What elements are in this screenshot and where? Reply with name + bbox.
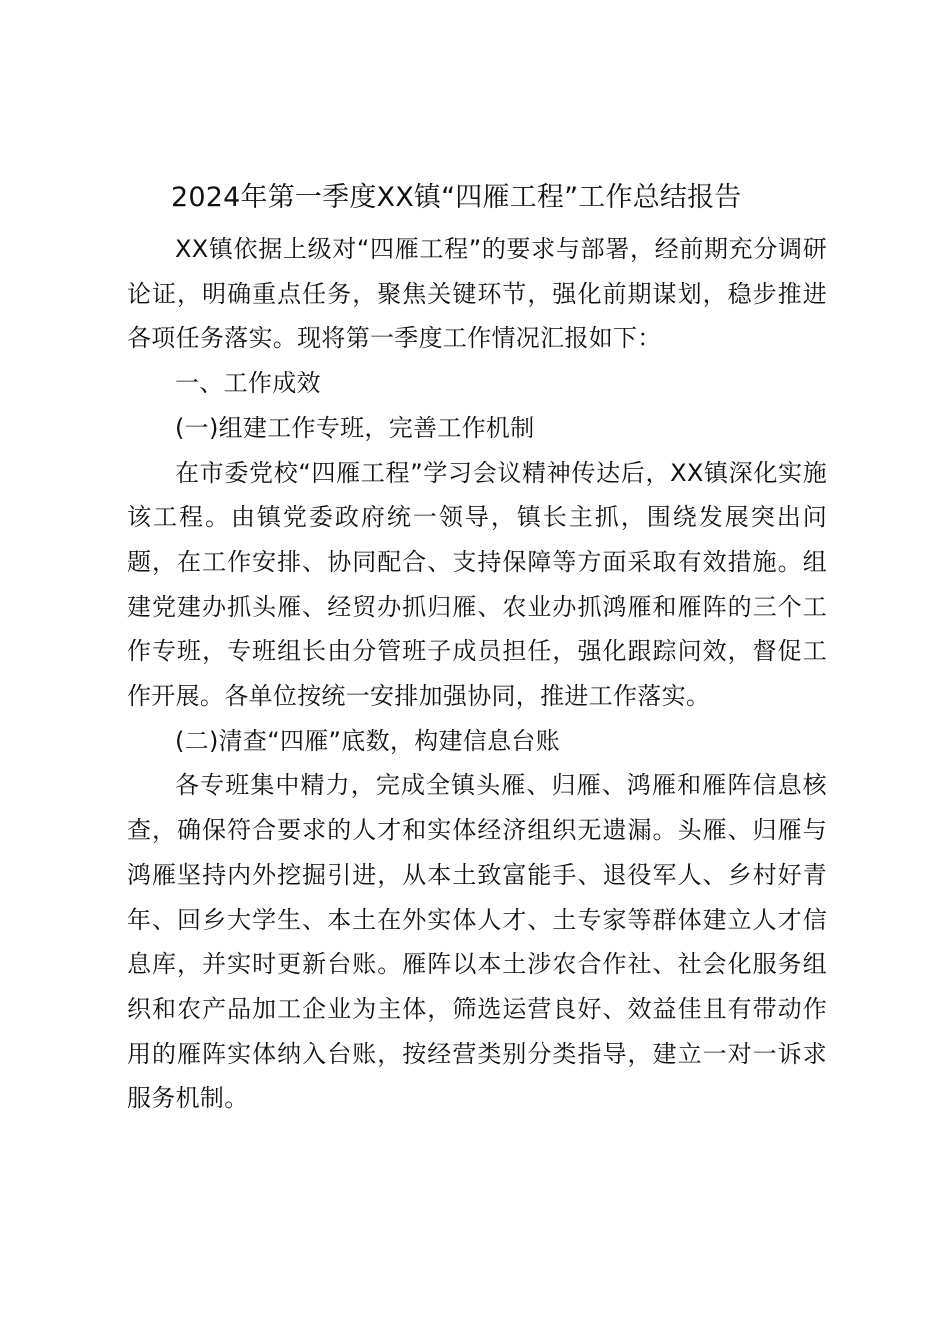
intro-paragraph: XX镇依据上级对“四雁工程”的要求与部署，经前期充分调研论证，明确重点任务，聚焦关键环节，强化前期谋划，稳步推进各项任务落实。现将第一季度工作情况汇报如下：	[127, 235, 827, 353]
document-title: 2024年第一季度XX镇“四雁工程”工作总结报告	[171, 182, 742, 213]
document-body	[127, 172, 827, 1121]
subsection-body-ledger: 各专班集中精力，完成全镇头雁、归雁、鸿雁和雁阵信息核查，确保符合要求的人才和实体经济组织无遗漏。头雁、归雁与鸿雁坚持内外挖掘引进，从本土致富能手、退役军人、乡村好青年、回乡大学生、本土在外实体人才、土专家等群体建立人才信息库，并实时更新台账。雁阵以本土涉农合作社、社会化服务组织和农产品加工企业为主体，筛选运营良好、效益佳且有带动作用的雁阵实体纳入台账，按经营类别分类指导，建立一对一诉求服务机制。	[127, 771, 827, 1113]
subsection-heading-task-force: (一)组建工作专班，完善工作机制	[175, 413, 535, 442]
subsection-body-task-force: 在市委党校“四雁工程”学习会议精神传达后，XX镇深化实施该工程。由镇党委政府统一领导，镇长主抓，围绕发展突出问题，在工作安排、协同配合、支持保障等方面采取有效措施。组建党建办抓头雁、经贸办抓归雁、农业办抓鸿雁和雁阵的三个工作专班，专班组长由分管班子成员担任，强化跟踪问效，督促工作开展。各单位按统一安排加强协同，推进工作落实。	[127, 458, 827, 711]
section-heading-work-results: 一、工作成效	[175, 369, 321, 398]
subsection-heading-ledger: (二)清查“四雁”底数，构建信息台账	[175, 726, 560, 755]
